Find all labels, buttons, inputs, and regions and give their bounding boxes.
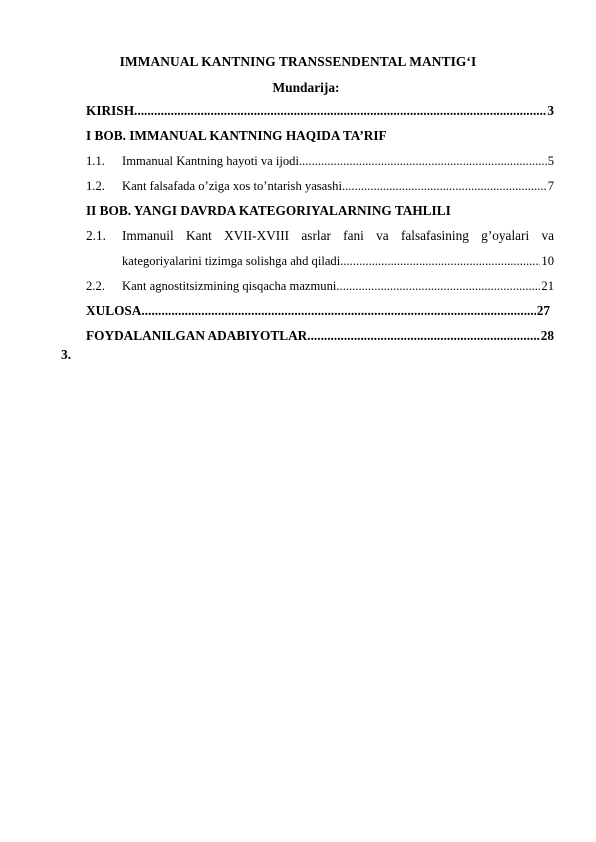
toc-heading: Mundarija:	[272, 80, 340, 95]
toc-section-label: Kant agnostitsizmining qisqacha mazmuni	[122, 279, 337, 293]
toc-page-number: 7	[547, 179, 554, 193]
toc-leader-dots	[134, 102, 546, 120]
toc-section-label: Immanual Kantning hayoti va ijodi	[122, 154, 299, 168]
toc-section-number: 1.2.	[86, 179, 105, 193]
toc-entry-xulosa[interactable]	[86, 302, 550, 320]
toc-leader-dots	[141, 302, 535, 320]
document-title: IMMANUAL KANTNING TRANSSENDENTAL MANTIG‘I	[119, 54, 477, 69]
stray-list-number: 3.	[61, 347, 72, 362]
toc-section-label-continued: kategoriyalarini tizimga solishga ahd qiladi	[122, 254, 341, 268]
toc-leader-dots	[299, 152, 547, 170]
toc-section-number: 1.1.	[86, 154, 105, 168]
toc-page-number: 10	[541, 254, 554, 268]
toc-leader-dots	[342, 177, 547, 195]
toc-chapter-2[interactable]	[86, 202, 554, 220]
toc-section-number: 2.2.	[86, 279, 105, 293]
toc-chapter-label: I BOB. IMMANUAL KANTNING HAQIDA TA’RIF	[86, 128, 387, 143]
toc-entry-label: FOYDALANILGAN ADABIYOTLAR	[86, 328, 308, 343]
toc-leader-dots	[336, 277, 540, 295]
toc-section-label: Immanuil Kant XVII-XVIII asrlar fani va falsafasining g’oyalari va	[122, 228, 554, 243]
toc-leader-dots	[340, 252, 540, 270]
toc-leader-dots	[307, 327, 539, 345]
toc-section-1-1[interactable]	[86, 152, 554, 170]
toc-page-number: 3	[547, 103, 554, 118]
toc-chapter-label: II BOB. YANGI DAVRDA KATEGORIYALARNING TAHLILI	[86, 203, 451, 218]
toc-section-2-1[interactable]	[86, 227, 554, 245]
toc-entry-kirish[interactable]	[86, 102, 554, 120]
toc-section-2-2[interactable]	[86, 277, 554, 295]
toc-page-number: 5	[547, 154, 554, 168]
toc-entry-references[interactable]	[86, 327, 554, 345]
toc-entry-label: XULOSA	[86, 303, 142, 318]
toc-section-2-1-continued[interactable]	[122, 252, 554, 270]
toc-page-number: 28	[540, 328, 554, 343]
toc-page-number: 27	[536, 303, 550, 318]
toc-section-number: 2.1.	[86, 228, 106, 243]
toc-chapter-1[interactable]	[86, 127, 554, 145]
toc-entry-label: KIRISH	[86, 103, 135, 118]
toc-page-number: 21	[541, 279, 554, 293]
toc-section-1-2[interactable]	[86, 177, 554, 195]
toc-section-label: Kant falsafada o’ziga xos to’ntarish yasashi	[122, 179, 342, 193]
